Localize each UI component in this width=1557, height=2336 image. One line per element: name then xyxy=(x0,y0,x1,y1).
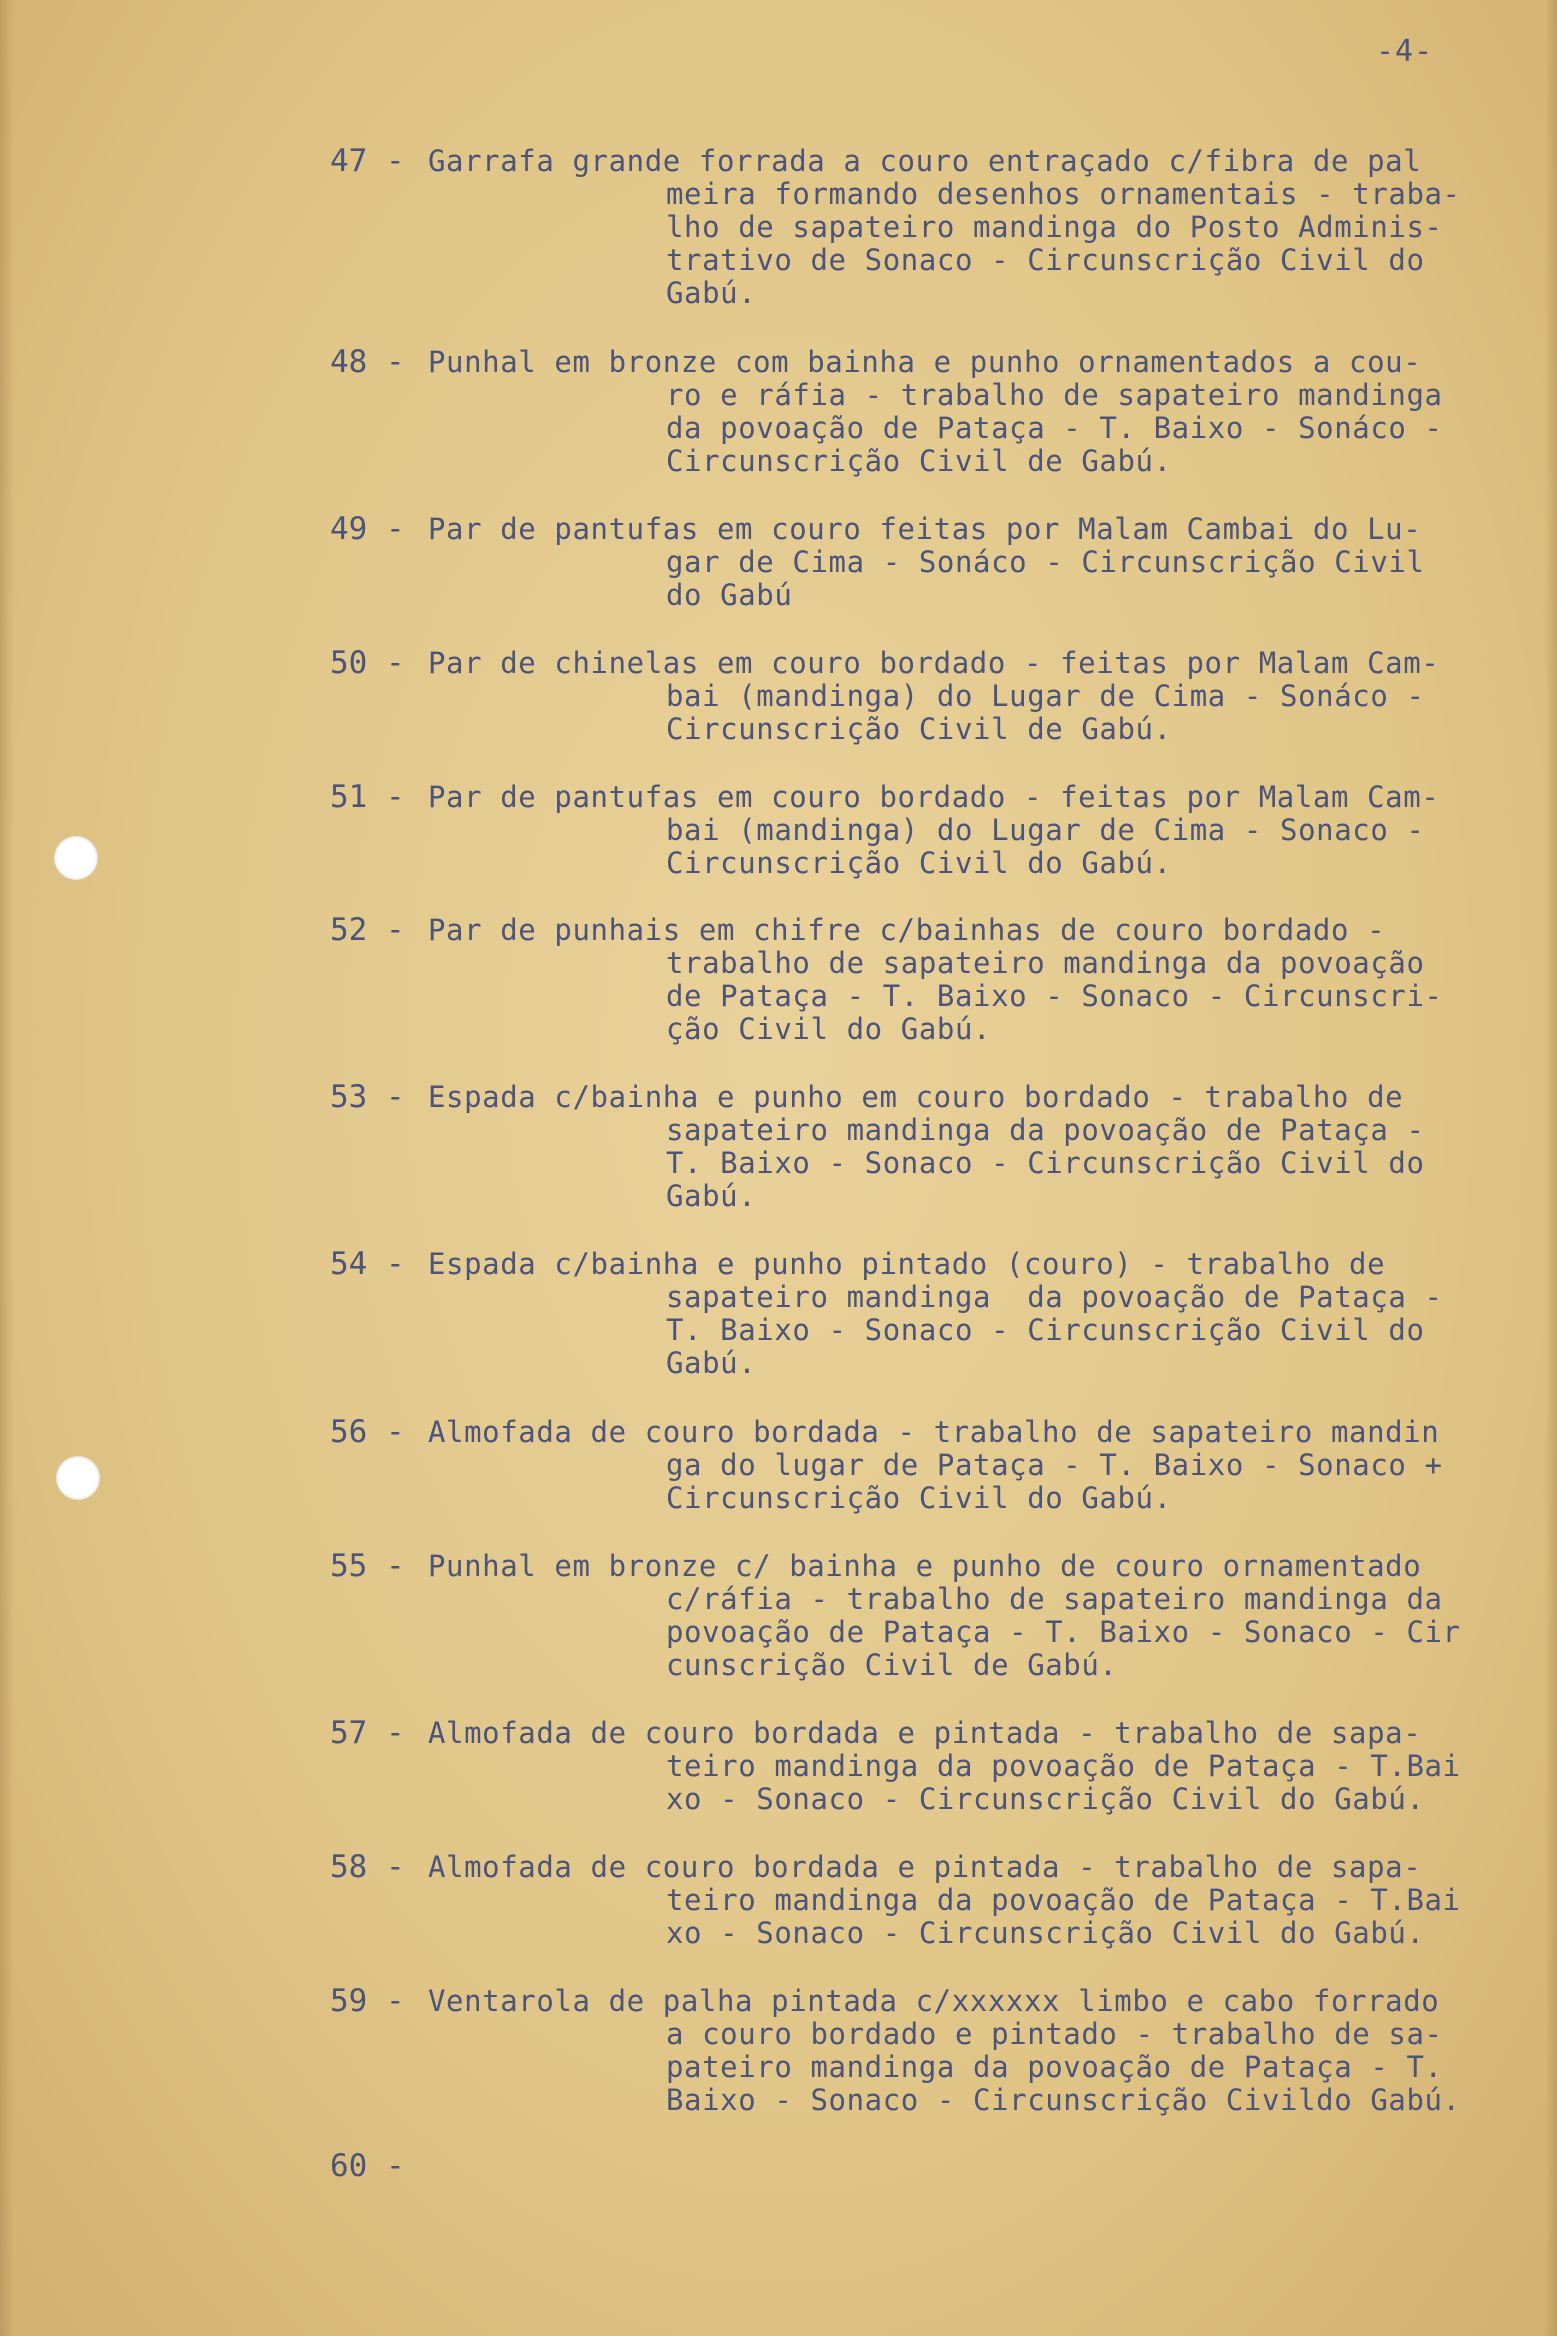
entry-line: Circunscrição Civil do Gabú. xyxy=(666,1481,1172,1515)
entry-line: povoação de Pataça - T. Baixo - Sonaco - Cir xyxy=(666,1615,1461,1649)
entry-line: bai (mandinga) do Lugar de Cima - Sonaco - xyxy=(666,813,1425,847)
entry-line: Gabú. xyxy=(666,1179,757,1213)
entry-line: Par de chinelas em couro bordado - feitas por Malam Cam- xyxy=(428,646,1440,680)
entry-line: Circunscrição Civil de Gabú. xyxy=(666,444,1172,478)
entry-line: pateiro mandinga da povoação de Pataça - T. xyxy=(666,2050,1443,2084)
entry-line: Gabú. xyxy=(666,1346,757,1380)
entry-line: Par de pantufas em couro bordado - feitas por Malam Cam- xyxy=(428,780,1440,814)
entry-number: 49 - xyxy=(330,511,405,547)
entry-line: Ventarola de palha pintada c/xxxxxx limbo e cabo forrado xyxy=(428,1984,1440,2018)
entry-line: xo - Sonaco - Circunscrição Civil do Gabú. xyxy=(666,1782,1425,1816)
entry-line: Punhal em bronze c/ bainha e punho de couro ornamentado xyxy=(428,1549,1422,1583)
entry-line: Almofada de couro bordada e pintada - trabalho de sapa- xyxy=(428,1716,1422,1750)
entry-line: da povoação de Pataça - T. Baixo - Sonáco - xyxy=(666,411,1443,445)
entry-line: Garrafa grande forrada a couro entraçado c/fibra de pal xyxy=(428,144,1422,178)
entry-line: T. Baixo - Sonaco - Circunscrição Civil do xyxy=(666,1146,1425,1180)
entry-number: 51 - xyxy=(330,779,405,815)
entry-number: 47 - xyxy=(330,143,405,179)
entry-line: Espada c/bainha e punho pintado (couro) - trabalho de xyxy=(428,1247,1386,1281)
entry-line: Par de punhais em chifre c/bainhas de couro bordado - xyxy=(428,913,1386,947)
entry-line: gar de Cima - Sonáco - Circunscrição Civil xyxy=(666,545,1425,579)
entry-line: ga do lugar de Pataça - T. Baixo - Sonaco + xyxy=(666,1448,1443,1482)
entry-line: trabalho de sapateiro mandinga da povoação xyxy=(666,946,1425,980)
entry-line: Punhal em bronze com bainha e punho ornamentados a cou- xyxy=(428,345,1422,379)
page-number: -4- xyxy=(1376,34,1434,69)
entry-line: teiro mandinga da povoação de Pataça - T.Bai xyxy=(666,1883,1461,1917)
entry-line: sapateiro mandinga da povoação de Pataça - xyxy=(666,1113,1425,1147)
entry-line: Circunscrição Civil de Gabú. xyxy=(666,712,1172,746)
entry-line: trativo de Sonaco - Circunscrição Civil do xyxy=(666,243,1425,277)
entry-line: Circunscrição Civil do Gabú. xyxy=(666,846,1172,880)
entry-line: T. Baixo - Sonaco - Circunscrição Civil do xyxy=(666,1313,1425,1347)
entry-number: 60 - xyxy=(330,2148,405,2184)
entry-line: teiro mandinga da povoação de Pataça - T.Bai xyxy=(666,1749,1461,1783)
entry-line: do Gabú xyxy=(666,578,793,612)
entry-line: xo - Sonaco - Circunscrição Civil do Gabú. xyxy=(666,1916,1425,1950)
entry-line: ção Civil do Gabú. xyxy=(666,1012,992,1046)
entry-line: a couro bordado e pintado - trabalho de sa- xyxy=(666,2017,1443,2051)
entry-number: 55 - xyxy=(330,1548,405,1584)
entry-line: Almofada de couro bordada - trabalho de sapateiro mandin xyxy=(428,1415,1440,1449)
entry-number: 50 - xyxy=(330,645,405,681)
entry-number: 48 - xyxy=(330,344,405,380)
entry-line: bai (mandinga) do Lugar de Cima - Sonáco - xyxy=(666,679,1425,713)
entry-number: 57 - xyxy=(330,1715,405,1751)
entry-line: ro e ráfia - trabalho de sapateiro mandinga xyxy=(666,378,1443,412)
entry-number: 53 - xyxy=(330,1079,405,1115)
entry-line: sapateiro mandinga da povoação de Pataça - xyxy=(666,1280,1443,1314)
entry-line: Almofada de couro bordada e pintada - trabalho de sapa- xyxy=(428,1850,1422,1884)
entry-line: meira formando desenhos ornamentais - traba- xyxy=(666,177,1461,211)
entry-line: Baixo - Sonaco - Circunscrição Civildo Gabú. xyxy=(666,2083,1461,2117)
entry-line: Gabú. xyxy=(666,276,757,310)
entry-line: Espada c/bainha e punho em couro bordado - trabalho de xyxy=(428,1080,1404,1114)
entry-number: 52 - xyxy=(330,912,405,948)
entry-line: Par de pantufas em couro feitas por Malam Cambai do Lu- xyxy=(428,512,1422,546)
entry-line: lho de sapateiro mandinga do Posto Adminis- xyxy=(666,210,1443,244)
entry-number: 54 - xyxy=(330,1246,405,1282)
entry-line: c/ráfia - trabalho de sapateiro mandinga da xyxy=(666,1582,1443,1616)
entry-number: 56 - xyxy=(330,1414,405,1450)
entry-number: 58 - xyxy=(330,1849,405,1885)
entry-line: cunscrição Civil de Gabú. xyxy=(666,1648,1118,1682)
entry-number: 59 - xyxy=(330,1983,405,2019)
entry-line: de Pataça - T. Baixo - Sonaco - Circunscri- xyxy=(666,979,1443,1013)
